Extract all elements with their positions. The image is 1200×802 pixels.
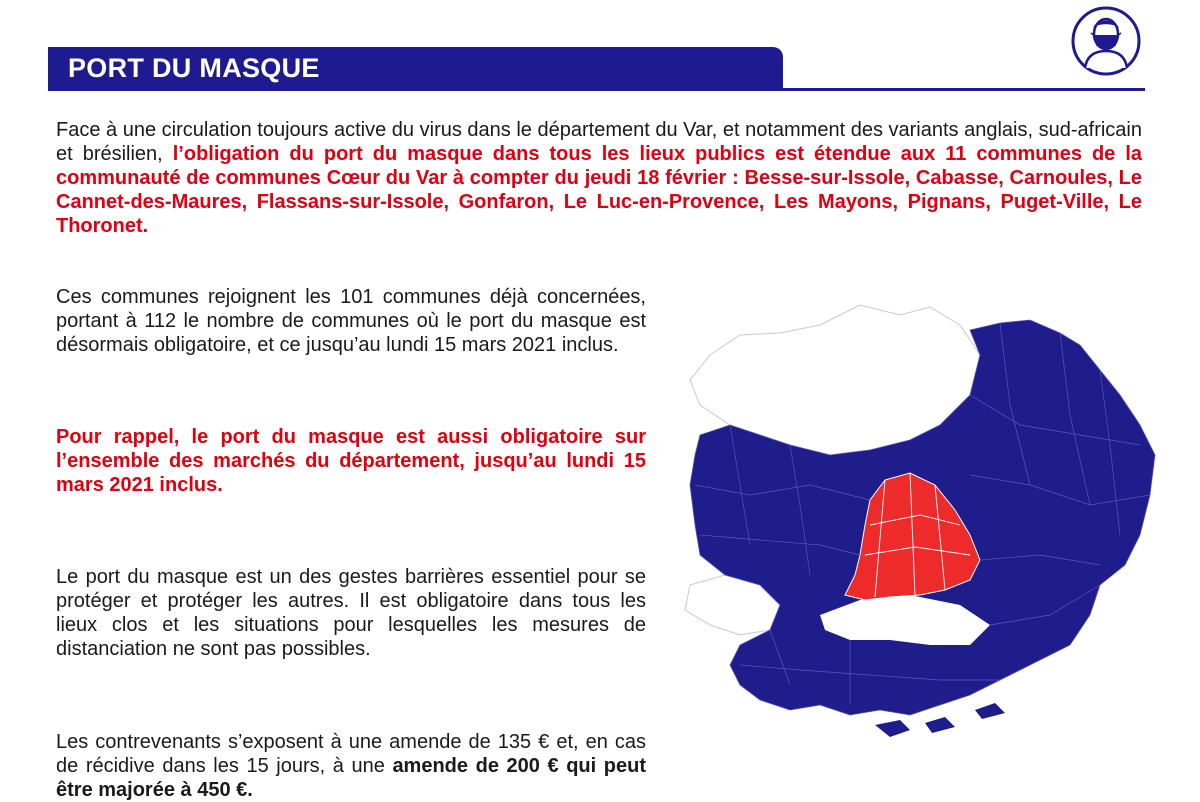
page-title: PORT DU MASQUE [68, 53, 320, 83]
var-communes-map [670, 285, 1180, 755]
intro-text: Face à une circulation toujours active du virus dans le département du Var, et notamment des variants anglais, sud-africain et brésilien, [56, 119, 1142, 165]
map-island [875, 720, 910, 737]
markets-reminder: Pour rappel, le port du masque est aussi obligatoire sur l’ensemble des marchés du département, jusqu’au lundi 15 mars 2021 inclus. [56, 426, 646, 496]
intro-paragraph [56, 118, 1142, 238]
fine-highlight: amende de 200 € qui peut être majorée à 450 €. [56, 755, 646, 801]
map-island [975, 703, 1005, 719]
communes-paragraph: Ces communes rejoignent les 101 communes déjà concernées, portant à 112 le nombre de communes où le port du masque est désormais obligatoire, et ce jusqu’au lundi 15 mars 2021 inclus. [56, 286, 646, 356]
face-mask-icon [1071, 6, 1141, 76]
intro-highlight: l’obligation du port du masque dans tous les lieux publics est étendue aux 11 communes de la communauté de communes Cœur du Var à compter du jeudi 18 février : Besse-sur-Issole, Cabasse, Carnoules, Le Cannet-des-Maures, Flassans-sur-Issole, Gonfaron, Le Luc-en-Provence, Les Mayons, Pignans, Puget-Ville, Le Thoronet. [56, 143, 1142, 237]
fine-paragraph [56, 730, 646, 802]
barrier-gestures-paragraph: Le port du masque est un des gestes barrières essentiel pour se protéger et protéger les autres. Il est obligatoire dans tous les lieux clos et les situations pour lesquelles les mesures de distanciation ne sont pas possibles. [56, 566, 646, 660]
map-island [925, 717, 955, 733]
fine-text: Les contrevenants s’exposent à une amende de 135 € et, en cas de récidive dans les 15 jours, à une [56, 731, 646, 777]
section-title-bar [48, 47, 783, 88]
